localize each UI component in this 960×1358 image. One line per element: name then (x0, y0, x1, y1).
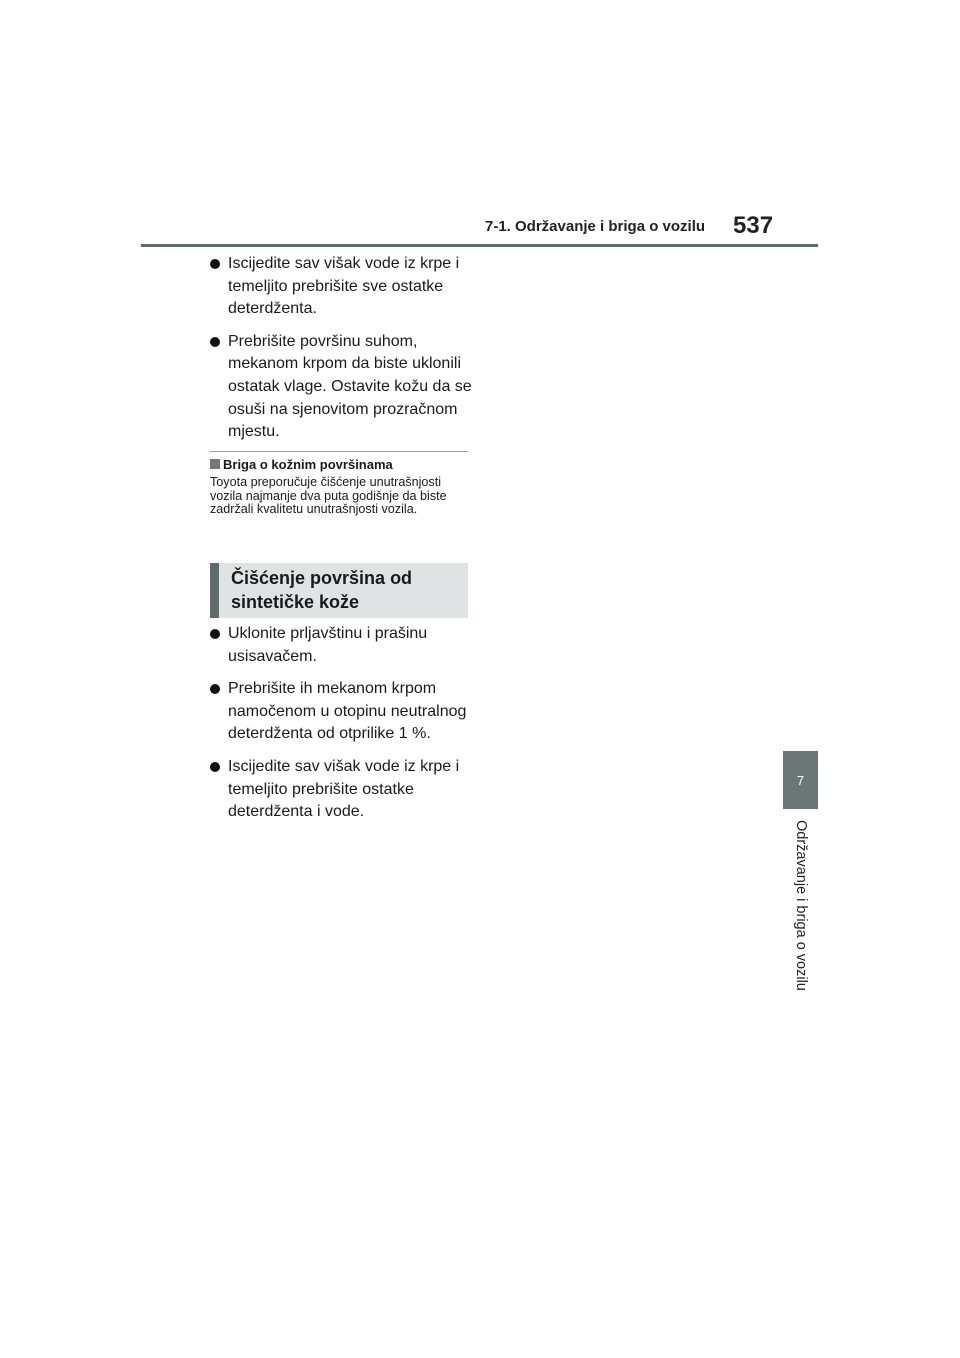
bullet-icon (210, 259, 220, 269)
bullet-icon (210, 762, 220, 772)
chapter-number: 7 (796, 773, 805, 788)
subsection-text: Toyota preporučuje čišćenje unutrašnjosti vozila najmanje dva puta godišnje da biste zadržali kvalitetu unutrašnjosti vozila. (210, 475, 447, 517)
list-item (210, 331, 472, 444)
chapter-side-label: Održavanje i briga o vozilu (793, 820, 809, 991)
list-item-text: Prebrišite ih mekanom krpom namočenom u otopinu neutralnog deterdženta od otprilike 1 %. (228, 680, 467, 743)
section-title: Čišćenje površina od sintetičke kože (231, 568, 413, 612)
list-item-text: Uklonite prljavštinu i prašinu usisavačem. (228, 625, 428, 665)
bullet-list-synthetic (210, 623, 472, 834)
list-item (210, 756, 472, 824)
list-item-text: Iscijedite sav višak vode iz krpe i temeljito prebrišite sve ostatke deterdženta. (228, 255, 460, 318)
subsection-divider (210, 451, 468, 452)
section-heading-box (210, 563, 468, 618)
list-item-text: Iscijedite sav višak vode iz krpe i temeljito prebrišite ostatke deterdženta i vode. (228, 757, 460, 821)
header-divider (141, 244, 818, 247)
header-section-title: 7-1. Održavanje i briga o vozilu (485, 218, 706, 235)
square-marker-icon (210, 459, 220, 469)
list-item-text: Prebrišite površinu suhom, mekanom krpom da biste uklonili ostatak vlage. Ostavite kožu da se osuši na sjenovitom prozračnom mjestu. (228, 332, 472, 441)
subsection-heading (210, 457, 393, 472)
bullet-list-leather (210, 253, 472, 454)
subsection-heading-text: Briga o kožnim površinama (223, 457, 393, 472)
list-item (210, 253, 472, 321)
list-item (210, 678, 472, 746)
list-item (210, 623, 472, 668)
bullet-icon (210, 629, 220, 639)
page-number: 537 (733, 212, 774, 239)
bullet-icon (210, 684, 220, 694)
bullet-icon (210, 337, 220, 347)
chapter-tab (783, 751, 818, 809)
